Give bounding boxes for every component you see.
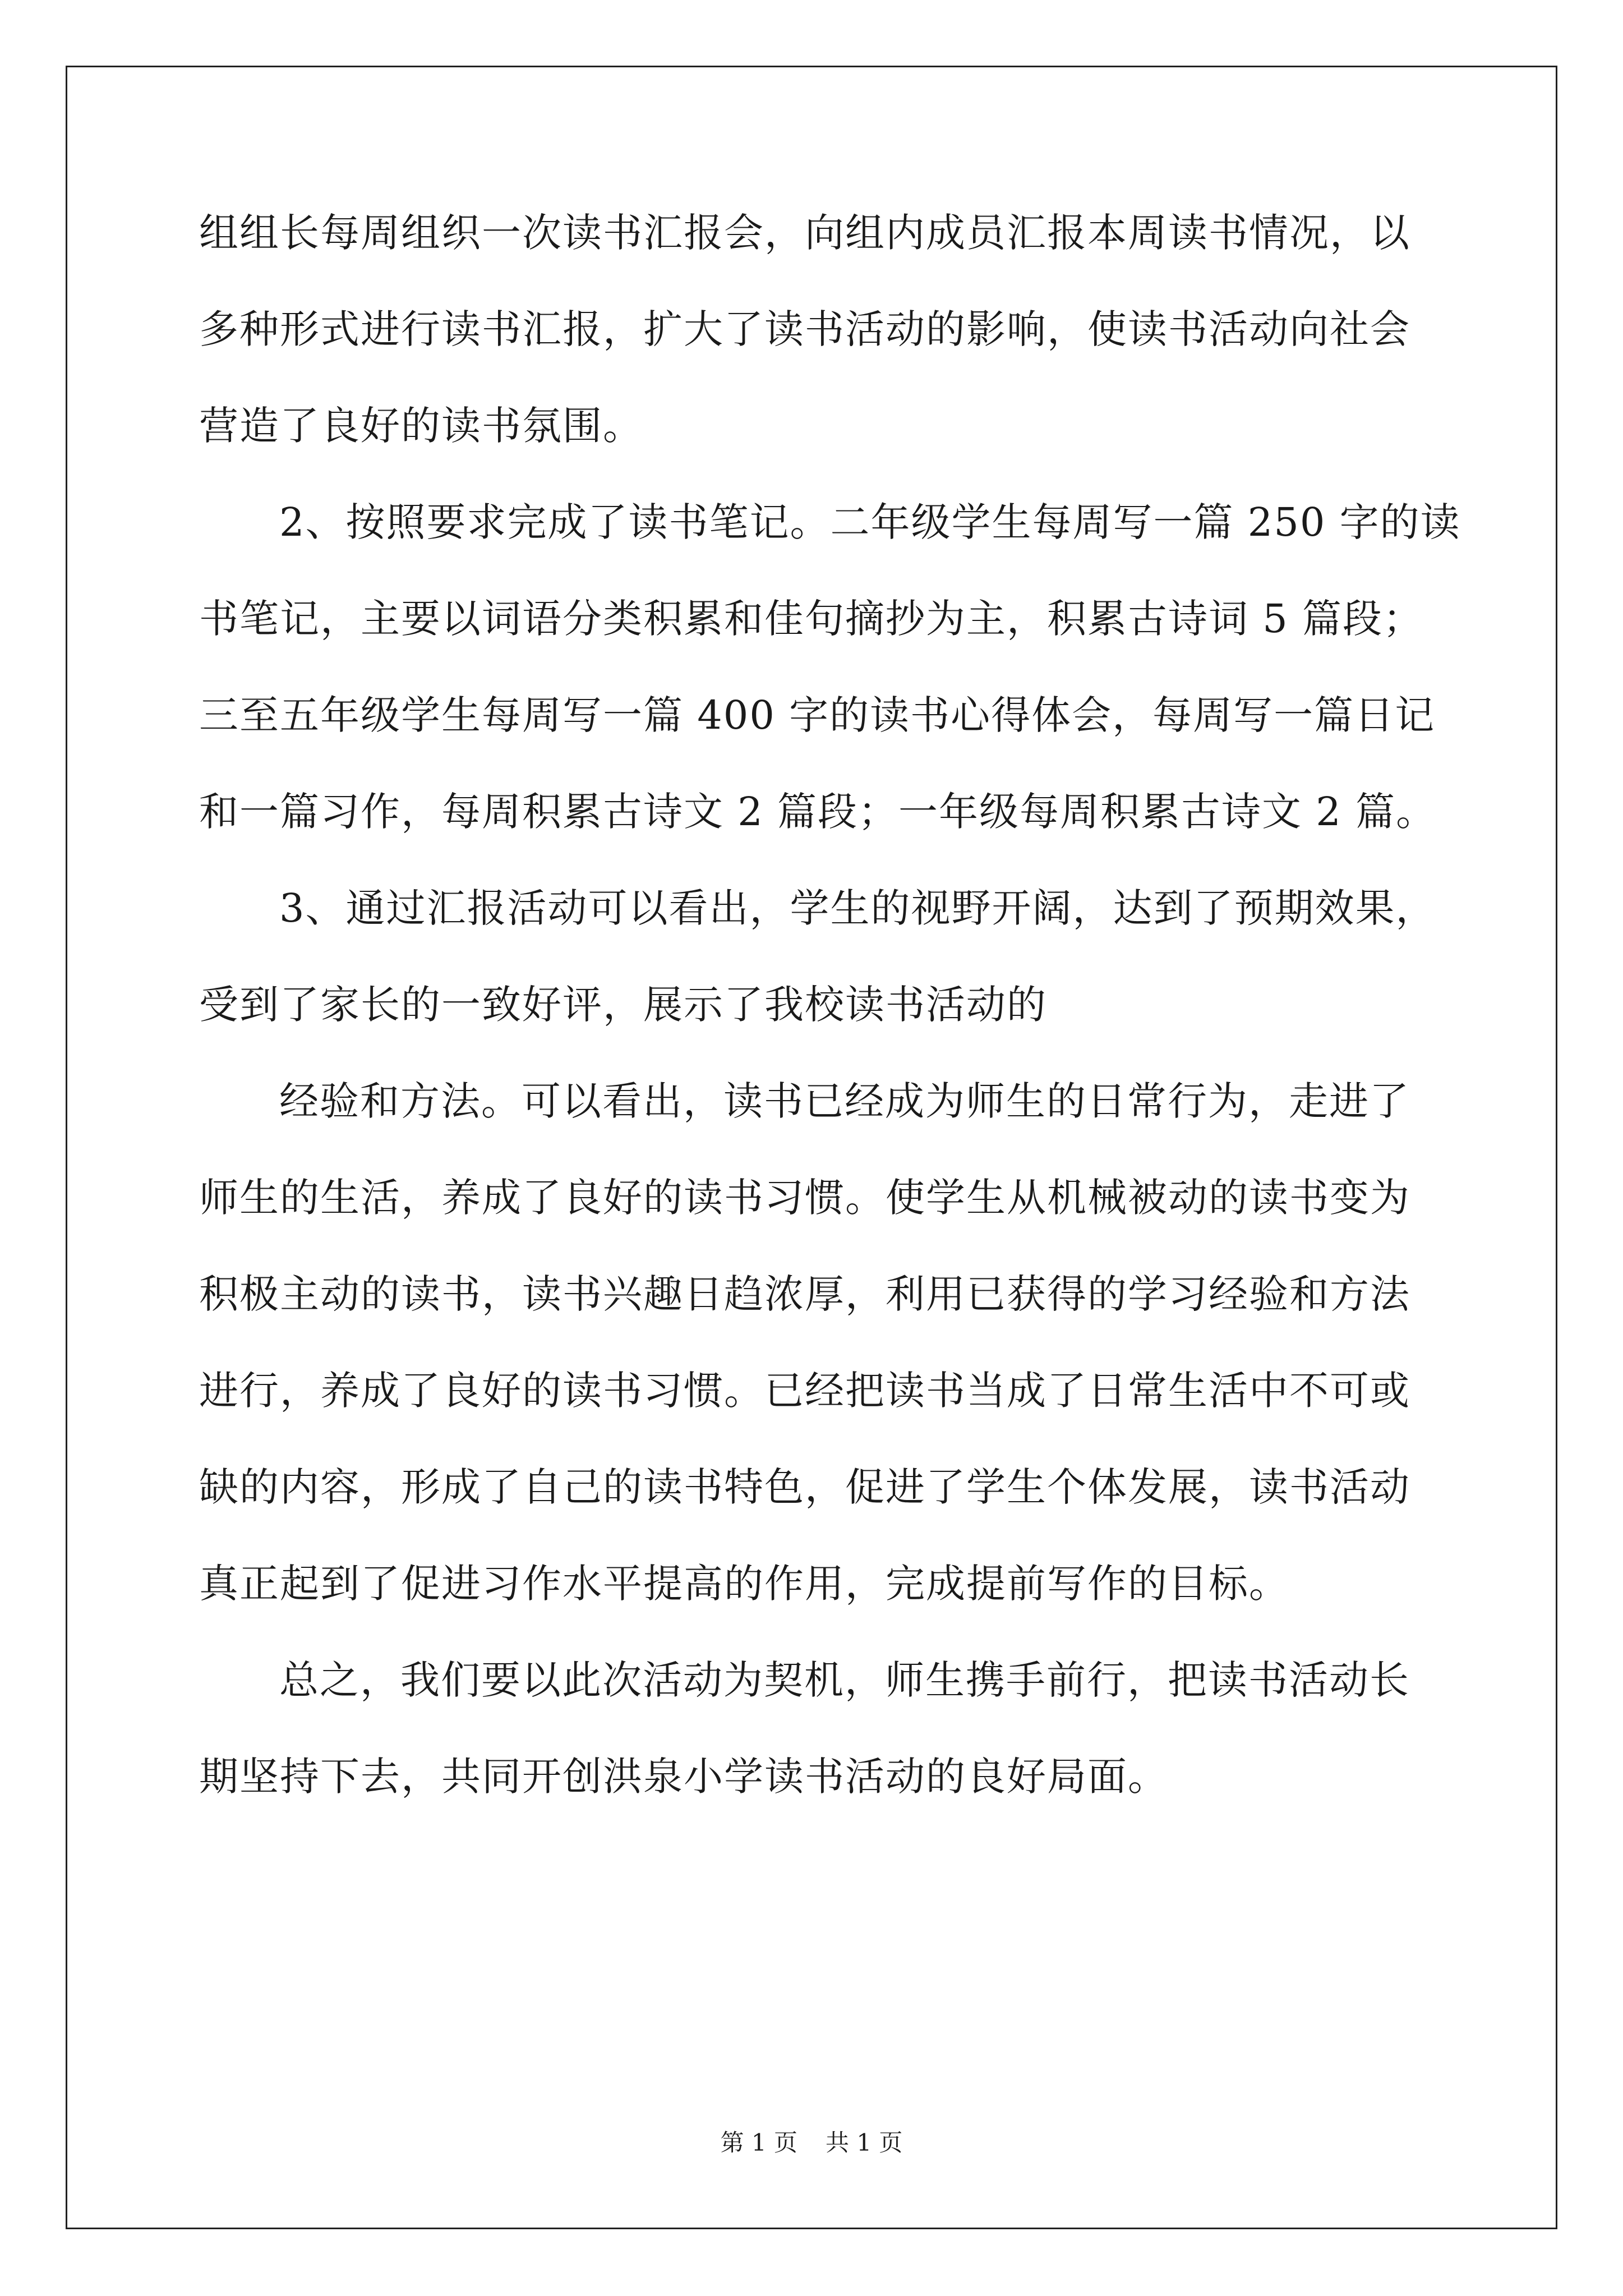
paragraph-5-line-2: 期坚持下去，共同开创洪泉小学读书活动的良好局面。 bbox=[199, 1754, 1168, 1800]
paragraph-4-line-6: 真正起到了促进习作水平提高的作用，完成提前写作的目标。 bbox=[199, 1561, 1289, 1607]
paragraph-4-line-2: 师生的生活，养成了良好的读书习惯。使学生从机械被动的读书变为 bbox=[199, 1175, 1410, 1221]
paragraph-1-line-1: 组组长每周组织一次读书汇报会，向组内成员汇报本周读书情况，以 bbox=[199, 210, 1410, 256]
paragraph-4-line-1: 经验和方法。可以看出，读书已经成为师生的日常行为，走进了 bbox=[279, 1078, 1410, 1124]
paragraph-2-line-2: 书笔记，主要以词语分类积累和佳句摘抄为主，积累古诗词 5 篇段； bbox=[199, 596, 1424, 642]
page-number-total: 共 1 页 bbox=[826, 2129, 903, 2156]
page-number-current: 第 1 页 bbox=[720, 2129, 797, 2156]
paragraph-3-line-2: 受到了家长的一致好评，展示了我校读书活动的 bbox=[199, 982, 1047, 1028]
paragraph-4-line-3: 积极主动的读书，读书兴趣日趋浓厚，利用已获得的学习经验和方法 bbox=[199, 1271, 1410, 1317]
page-border bbox=[66, 66, 1557, 2229]
paragraph-3-line-1: 3、通过汇报活动可以看出，学生的视野开阔，达到了预期效果， bbox=[279, 885, 1436, 931]
paragraph-1-line-3: 营造了良好的读书氛围。 bbox=[199, 403, 643, 449]
page-footer bbox=[0, 2126, 1623, 2160]
paragraph-1-line-2: 多种形式进行读书汇报，扩大了读书活动的影响，使读书活动向社会 bbox=[199, 306, 1410, 352]
paragraph-2-line-1: 2、按照要求完成了读书笔记。二年级学生每周写一篇 250 字的读 bbox=[279, 499, 1461, 545]
paragraph-4-line-5: 缺的内容，形成了自己的读书特色，促进了学生个体发展，读书活动 bbox=[199, 1464, 1410, 1510]
paragraph-4-line-4: 进行，养成了良好的读书习惯。已经把读书当成了日常生活中不可或 bbox=[199, 1368, 1410, 1414]
paragraph-2-line-4: 和一篇习作，每周积累古诗文 2 篇段；一年级每周积累古诗文 2 篇。 bbox=[199, 789, 1437, 835]
paragraph-5-line-1: 总之，我们要以此次活动为契机，师生携手前行，把读书活动长 bbox=[279, 1657, 1410, 1703]
paragraph-2-line-3: 三至五年级学生每周写一篇 400 字的读书心得体会，每周写一篇日记 bbox=[199, 692, 1436, 738]
